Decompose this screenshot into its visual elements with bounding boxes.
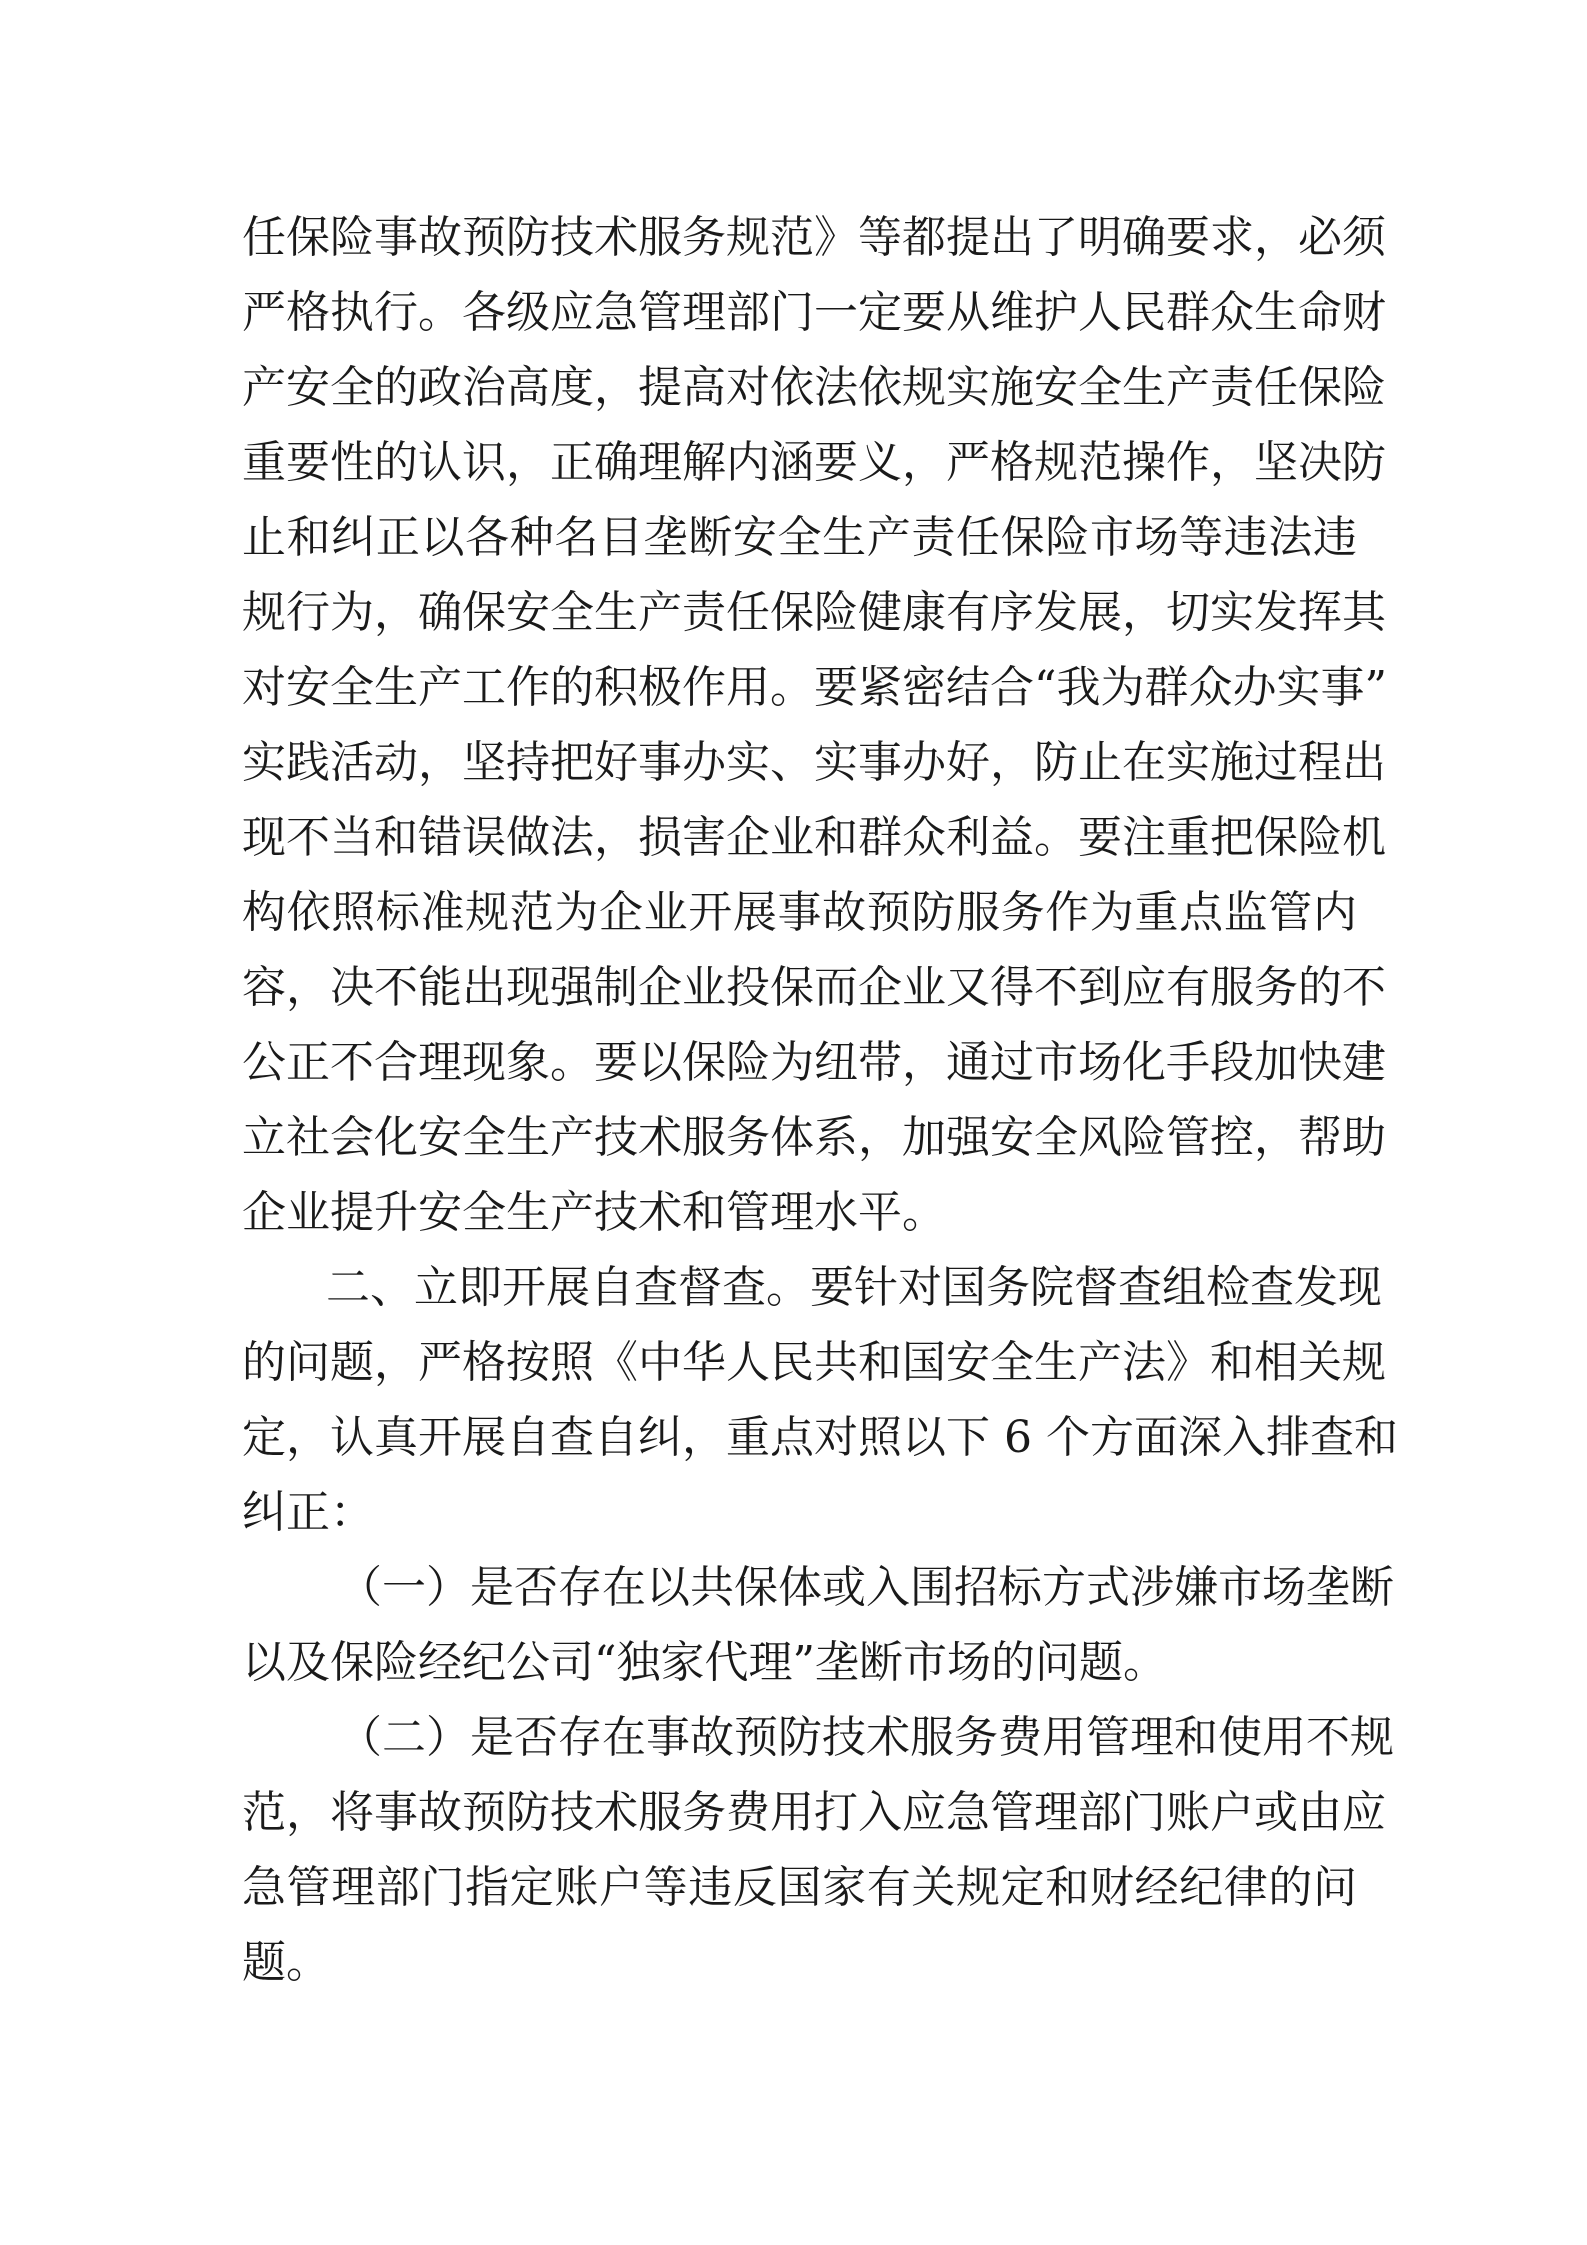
text-line: 定，认真开展自查自纠，重点对照以下 6 个方面深入排查和 xyxy=(242,1412,1398,1463)
text-line: （二）是否存在事故预防技术服务费用管理和使用不规 xyxy=(338,1712,1394,1763)
paragraph-self-inspection xyxy=(242,1250,1398,1550)
text-line: 任保险事故预防技术服务规范》等都提出了明确要求，必须 xyxy=(242,212,1386,263)
text-line: 重要性的认识，正确理解内涵要义，严格规范操作，坚决防 xyxy=(242,437,1386,488)
text-line: 企业提升安全生产技术和管理水平。 xyxy=(242,1187,946,1238)
text-line: 急管理部门指定账户等违反国家有关规定和财经纪律的问 xyxy=(242,1862,1357,1913)
text-line: 对安全生产工作的积极作用。要紧密结合“我为群众办实事” xyxy=(242,662,1387,713)
text-line: 立社会化安全生产技术服务体系，加强安全风险管控，帮助 xyxy=(242,1112,1386,1163)
text-line: （一）是否存在以共保体或入围招标方式涉嫌市场垄断 xyxy=(338,1562,1394,1613)
list-item-1 xyxy=(242,1550,1394,1700)
text-line: 实践活动，坚持把好事办实、实事办好，防止在实施过程出 xyxy=(242,737,1386,788)
text-line: 严格执行。各级应急管理部门一定要从维护人民群众生命财 xyxy=(242,287,1386,338)
paragraph-compliance-requirements xyxy=(242,200,1387,1250)
text-line: 的问题，严格按照《中华人民共和国安全生产法》和相关规 xyxy=(242,1337,1386,1388)
text-line: 以及保险经纪公司“独家代理”垄断市场的问题。 xyxy=(242,1637,1167,1688)
text-line: 范，将事故预防技术服务费用打入应急管理部门账户或由应 xyxy=(242,1787,1386,1838)
text-line: 构依照标准规范为企业开展事故预防服务作为重点监管内 xyxy=(242,887,1357,938)
text-line: 规行为，确保安全生产责任保险健康有序发展，切实发挥其 xyxy=(242,587,1386,638)
text-line: 题。 xyxy=(242,1937,330,1988)
list-item-2 xyxy=(242,1700,1394,2000)
document-body xyxy=(242,200,1398,2000)
text-line: 止和纠正以各种名目垄断安全生产责任保险市场等违法违 xyxy=(242,512,1357,563)
text-line: 容，决不能出现强制企业投保而企业又得不到应有服务的不 xyxy=(242,962,1386,1013)
text-line: 现不当和错误做法，损害企业和群众利益。要注重把保险机 xyxy=(242,812,1386,863)
text-line: 二、立即开展自查督查。要针对国务院督查组检查发现 xyxy=(326,1262,1382,1313)
text-line: 纠正： xyxy=(242,1487,374,1538)
text-line: 公正不合理现象。要以保险为纽带，通过市场化手段加快建 xyxy=(242,1037,1386,1088)
text-line: 产安全的政治高度，提高对依法依规实施安全生产责任保险 xyxy=(242,362,1386,413)
